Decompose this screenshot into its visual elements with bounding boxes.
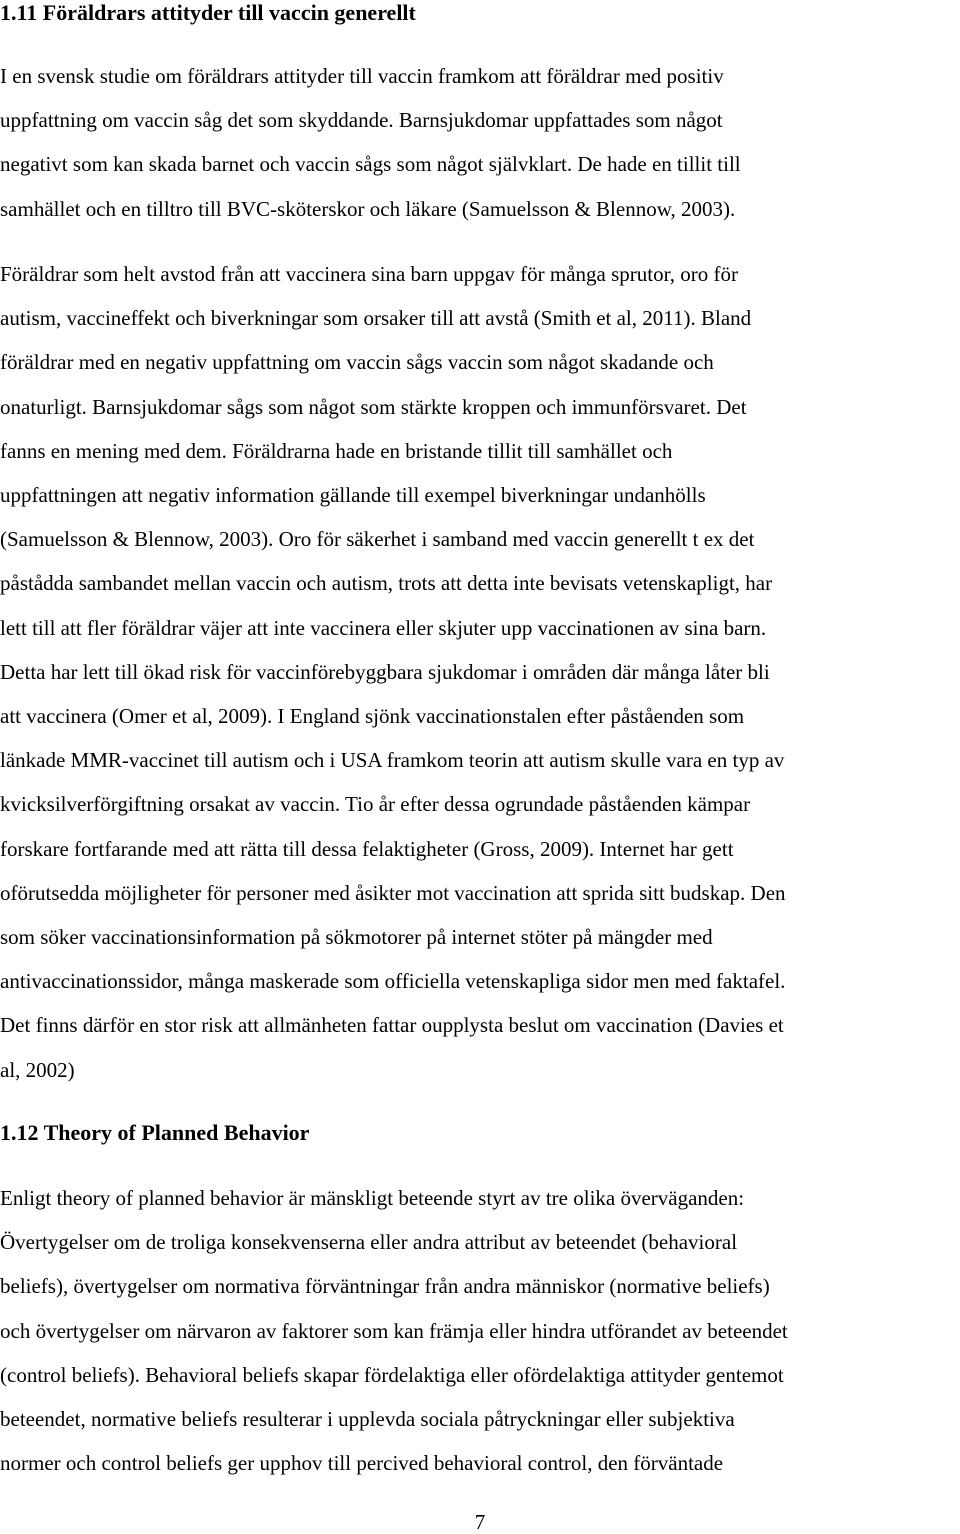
text-line: föräldrar med en negativ uppfattning om vaccin sågs vaccin som något skadande och [0, 350, 714, 375]
text-line: Detta har lett till ökad risk för vaccinförebyggbara sjukdomar i områden där många låter bli [0, 659, 770, 684]
text-line: autism, vaccineffekt och biverkningar som orsaker till att avstå (Smith et al, 2011). Bland [0, 306, 752, 331]
section-heading: 1.12 Theory of Planned Behavior [0, 1120, 310, 1145]
paragraph [0, 54, 741, 231]
text-line: som söker vaccinationsinformation på sökmotorer på internet stöter på mängder med [0, 925, 713, 950]
text-line: länkade MMR-vaccinet till autism och i USA framkom teorin att autism skulle vara en typ av [0, 748, 785, 773]
paragraph [0, 252, 786, 1092]
text-line: normer och control beliefs ger upphov till percived behavioral control, den förväntade [0, 1451, 724, 1476]
text-line: negativt som kan skada barnet och vaccin sågs som något självklart. De hade en tillit till [0, 152, 741, 177]
text-line: al, 2002) [0, 1057, 75, 1082]
section-heading: 1.11 Föräldrars attityder till vaccin generellt [0, 0, 416, 25]
text-line: kvicksilverförgiftning orsakat av vaccin. Tio år efter dessa ogrundade påståenden kämpar [0, 792, 751, 817]
text-line: Enligt theory of planned behavior är mänskligt beteende styrt av tre olika överväganden: [0, 1186, 745, 1210]
text-line: I en svensk studie om föräldrars attityder till vaccin framkom att föräldrar med positiv [0, 64, 724, 88]
text-line: att vaccinera (Omer et al, 2009). I England sjönk vaccinationstalen efter påståenden som [0, 704, 745, 729]
text-line: samhället och en tilltro till BVC-sköterskor och läkare (Samuelsson & Blennow, 2003). [0, 196, 736, 221]
paragraph [0, 1176, 788, 1485]
text-line: Det finns därför en stor risk att allmänheten fattar oupplysta beslut om vaccination (Davies et [0, 1013, 784, 1038]
text-line: beliefs), övertygelser om normativa förväntningar från andra människor (normative beliefs) [0, 1274, 770, 1299]
page-number: 7 [474, 1510, 486, 1534]
text-line: Föräldrar som helt avstod från att vaccinera sina barn uppgav för många sprutor, oro för [0, 262, 738, 286]
text-line: beteendet, normative beliefs resulterar i upplevda sociala påtryckningar eller subjektiva [0, 1407, 735, 1432]
text-line: antivaccinationssidor, många maskerade som officiella vetenskapliga sidor men med faktafel. [0, 969, 786, 994]
text-line: oförutsedda möjligheter för personer med åsikter mot vaccination att sprida sitt budskap. Den [0, 880, 786, 905]
text-line: (Samuelsson & Blennow, 2003). Oro för säkerhet i samband med vaccin generellt t ex det [0, 527, 755, 552]
text-line: lett till att fler föräldrar väjer att inte vaccinera eller skjuter upp vaccinationen av sina barn. [0, 615, 767, 640]
text-line: forskare fortfarande med att rätta till dessa felaktigheter (Gross, 2009). Internet har gett [0, 836, 734, 861]
text-line: och övertygelser om närvaron av faktorer som kan främja eller hindra utförandet av beteendet [0, 1318, 788, 1343]
text-line: uppfattning om vaccin såg det som skyddande. Barnsjukdomar uppfattades som något [0, 108, 723, 133]
text-line: fanns en mening med dem. Föräldrarna hade en bristande tillit till samhället och [0, 438, 673, 463]
text-line: påstådda sambandet mellan vaccin och autism, trots att detta inte bevisats vetenskapligt, har [0, 571, 773, 596]
text-line: (control beliefs). Behavioral beliefs skapar fördelaktiga eller ofördelaktiga attityder gentemot [0, 1362, 784, 1387]
text-line: onaturligt. Barnsjukdomar sågs som något som stärkte kroppen och immunförsvaret. Det [0, 394, 747, 419]
text-line: Övertygelser om de troliga konsekvenserna eller andra attribut av beteendet (behavioral [0, 1230, 738, 1255]
text-line: uppfattningen att negativ information gällande till exempel biverkningar undanhölls [0, 483, 706, 508]
